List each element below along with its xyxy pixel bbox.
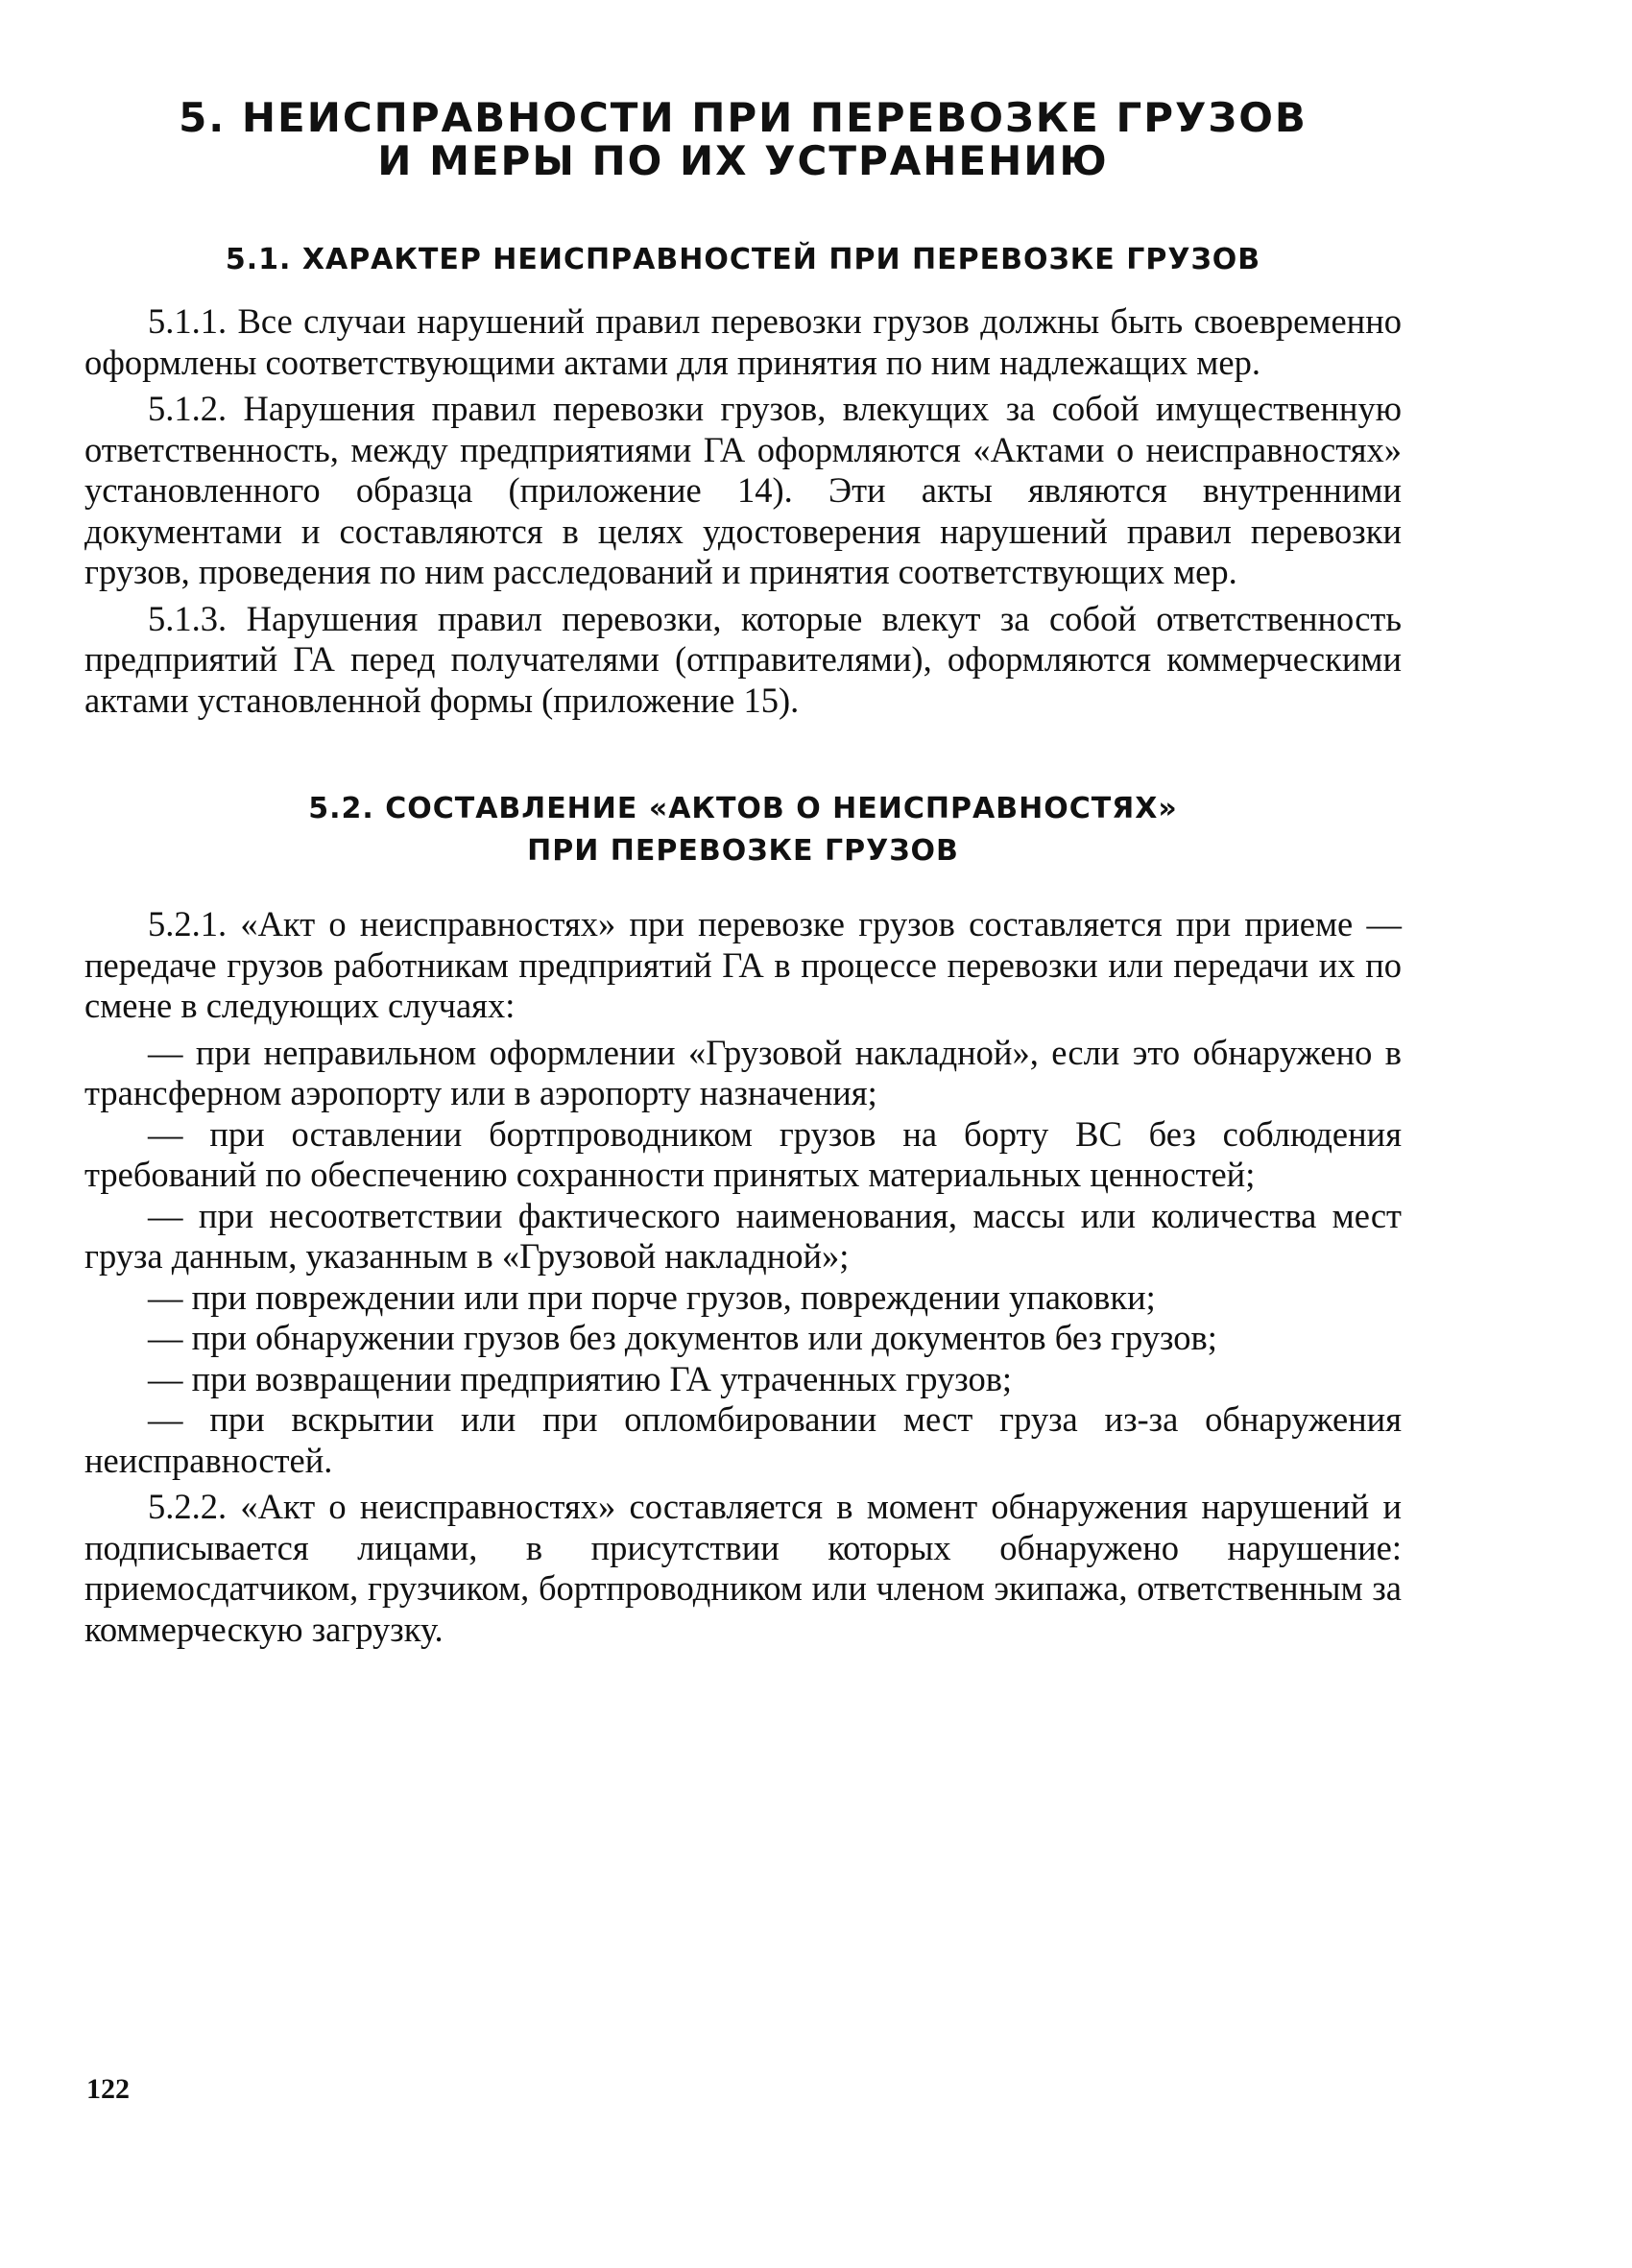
case-item: — при оставлении бортпроводником грузов на борту ВС без соблюдения требований по обеспечению сохранности принятых материальных ценностей; [84,1113,1402,1195]
section-1-title-text: 5.1. ХАРАКТЕР НЕИСПРАВНОСТЕЙ ПРИ ПЕРЕВОЗКЕ ГРУЗОВ [225,242,1261,276]
paragraph-5-1-1: 5.1.1. Все случаи нарушений правил перевозки грузов должны быть своевременно оформлены соответствующими актами для принятия по ним надлежащих мер. [84,301,1402,382]
section-2-title-line-2: ПРИ ПЕРЕВОЗКЕ ГРУЗОВ [527,833,959,868]
paragraph-5-1-3: 5.1.3. Нарушения правил перевозки, которые влекут за собой ответственность предприятий ГА перед получателями (отправителями), оформляются коммерческими актами установленной формы (приложение 15). [84,598,1402,720]
chapter-title-line-2: И МЕРЫ ПО ИХ УСТРАНЕНИЮ [377,137,1109,185]
case-item: — при повреждении или при порче грузов, повреждении упаковки; [148,1277,1156,1317]
section-2-title-line-1: 5.2. СОСТАВЛЕНИЕ «АКТОВ О НЕИСПРАВНОСТЯХ» [308,792,1178,826]
case-item: — при несоответствии фактического наименования, массы или количества мест груза данным, указанным в «Грузовой накладной»; [84,1195,1402,1277]
paragraph-5-1-2: 5.1.2. Нарушения правил перевозки грузов, влекущих за собой имущественную ответственность, между предприятиями ГА оформляются «Актами о неисправностях» установленного образца (приложение 14). Эти акты являются внутренними документами и составляются в целях удостоверения нарушений правил перевозки грузов, проведения по ним расследований и принятия соответствующих мер. [84,389,1402,592]
case-item: — при неправильном оформлении «Грузовой накладной», если это обнаружено в трансферном аэропорту или в аэропорту назначения; [84,1032,1402,1113]
chapter-title [84,96,1402,183]
section-2-title [84,788,1402,871]
case-item: — при возвращении предприятию ГА утраченных грузов; [148,1358,1013,1398]
page-number: 122 [86,2073,130,2105]
case-item: — при обнаружении грузов без документов или документов без грузов; [148,1318,1217,1358]
document-page [84,96,1402,1656]
chapter-title-line-1: 5. НЕИСПРАВНОСТИ ПРИ ПЕРЕВОЗКЕ ГРУЗОВ [179,94,1308,141]
case-item: — при вскрытии или при опломбировании мест груза из-за обнаружения неисправностей. [84,1399,1402,1480]
section-1-title [84,239,1402,281]
paragraph-5-2-2: 5.2.2. «Акт о неисправностях» составляется в момент обнаружения нарушений и подписывается лицами, в присутствии которых обнаружено нарушение: приемосдатчиком, грузчиком, бортпроводником или членом экипажа, ответственным за коммерческую загрузку. [84,1487,1402,1649]
paragraph-5-2-1: 5.2.1. «Акт о неисправностях» при перевозке грузов составляется при приеме — передаче грузов работникам предприятий ГА в процессе перевозки или передачи их по смене в следующих случаях: [84,904,1402,1026]
